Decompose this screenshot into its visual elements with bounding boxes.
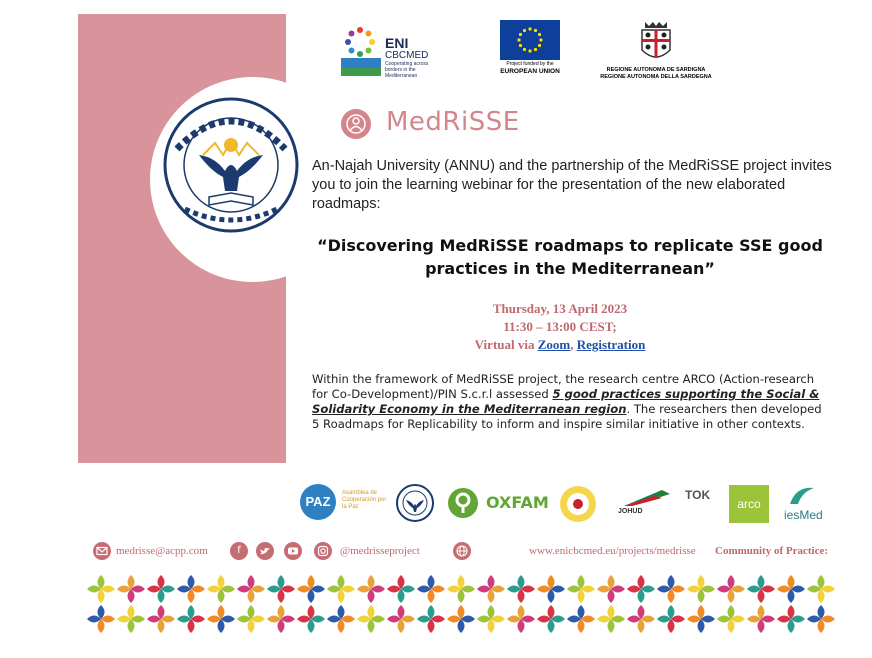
eu-flag-logo <box>500 20 560 60</box>
mosaic-petal <box>758 605 765 619</box>
mosaic-petal <box>417 616 431 623</box>
mosaic-petal <box>158 589 165 603</box>
mosaic-petal <box>701 616 715 623</box>
mosaic-petal <box>297 586 311 593</box>
mosaic-petal <box>488 589 495 603</box>
mosaic-petal <box>477 586 491 593</box>
mosaic-petal <box>758 575 765 589</box>
mosaic-petal <box>158 619 165 633</box>
mosaic-petal <box>788 589 795 603</box>
mosaic-petal <box>128 589 135 603</box>
body-part1: Within the framework of MedRiSSE project, the research centre ARCO (Action-research for Co-Development)/PIN S.c.r.l assessed <box>312 372 815 401</box>
eni-title: ENI <box>385 35 409 51</box>
mosaic-petal <box>537 616 551 623</box>
mosaic-petal <box>308 589 315 603</box>
mosaic-petal <box>278 605 285 619</box>
mosaic-petal <box>668 589 675 603</box>
mosaic-petal <box>311 616 325 623</box>
mosaic-petal <box>308 619 315 633</box>
mosaic-petal <box>398 605 405 619</box>
sunburst-partner-logo <box>558 484 598 524</box>
mosaic-petal <box>371 586 385 593</box>
mosaic-petal <box>657 616 671 623</box>
webinar-headline: “Discovering MedRiSSE roadmaps to replicate SSE good practices in the Mediterranean” <box>317 236 823 278</box>
partner-logos <box>300 484 840 528</box>
person-icon <box>341 109 371 139</box>
mosaic-petal <box>641 586 655 593</box>
medrisse-brand-name: MedRiSSE <box>386 107 520 137</box>
mosaic-petal <box>518 619 525 633</box>
mosaic-petal <box>791 586 805 593</box>
mosaic-petal <box>338 575 345 589</box>
decorative-mosaic-pattern <box>86 574 836 634</box>
mosaic-petal <box>611 586 625 593</box>
mosaic-petal <box>671 586 685 593</box>
mosaic-petal <box>98 589 105 603</box>
eni-subtitle: CBCMED <box>385 50 429 61</box>
mosaic-petal <box>548 589 555 603</box>
mosaic-petal <box>608 575 615 589</box>
mosaic-petal <box>177 616 191 623</box>
mosaic-petal <box>507 586 521 593</box>
mosaic-petal <box>237 616 251 623</box>
website-url[interactable]: www.enicbcmed.eu/projects/medrisse <box>529 545 696 557</box>
mosaic-petal <box>608 589 615 603</box>
mosaic-petal <box>248 619 255 633</box>
sardegna-caption-line1: REGIONE AUTONOMA DE SARDIGNA <box>606 67 706 73</box>
mosaic-petal <box>158 605 165 619</box>
mosaic-petal <box>128 575 135 589</box>
mosaic-petal <box>251 616 265 623</box>
mosaic-petal <box>788 619 795 633</box>
mosaic-petal <box>311 586 325 593</box>
arco-logo: arco <box>729 485 769 523</box>
mosaic-petal <box>761 616 775 623</box>
mosaic-petal <box>357 616 371 623</box>
mosaic-petal <box>338 605 345 619</box>
mosaic-petal <box>207 586 221 593</box>
iesmed-logo-text: iesMed <box>784 508 823 522</box>
mosaic-petal <box>777 586 791 593</box>
mosaic-petal <box>638 605 645 619</box>
oxfam-logo-mark <box>448 488 478 518</box>
mosaic-petal <box>447 616 461 623</box>
mosaic-petal <box>458 589 465 603</box>
mosaic-petal <box>638 575 645 589</box>
envelope-glyph <box>93 542 111 560</box>
mosaic-petal <box>278 589 285 603</box>
paz-logo: PAZ <box>300 484 336 520</box>
mosaic-petal <box>821 616 835 623</box>
mosaic-petal <box>308 605 315 619</box>
sardegna-caption-line2: REGIONE AUTONOMA DELLA SARDEGNA <box>600 74 712 80</box>
eu-caption-line1: Project funded by the <box>506 61 554 67</box>
mosaic-petal <box>518 575 525 589</box>
mosaic-petal <box>698 605 705 619</box>
mosaic-petal <box>747 586 761 593</box>
play-glyph <box>284 542 302 560</box>
globe-icon[interactable] <box>453 542 471 560</box>
mosaic-petal <box>218 605 225 619</box>
mosaic-petal <box>368 575 375 589</box>
mosaic-petal <box>98 605 105 619</box>
mosaic-petal <box>638 619 645 633</box>
mosaic-petal <box>488 619 495 633</box>
mosaic-petal <box>267 586 281 593</box>
mosaic-petal <box>611 616 625 623</box>
mosaic-petal <box>191 586 205 593</box>
mosaic-petal <box>731 586 745 593</box>
mosaic-petal <box>87 586 101 593</box>
mosaic-petal <box>117 586 131 593</box>
mosaic-petal <box>477 616 491 623</box>
mosaic-petal <box>777 616 791 623</box>
johud-logo-mark <box>622 488 672 508</box>
mosaic-petal <box>537 586 551 593</box>
mosaic-petal <box>551 616 565 623</box>
mosaic-petal <box>417 586 431 593</box>
event-virtual-prefix: Virtual via <box>474 337 535 352</box>
mosaic-petal <box>398 575 405 589</box>
mosaic-petal <box>327 616 341 623</box>
mosaic-petal <box>251 586 265 593</box>
mosaic-petal <box>657 586 671 593</box>
mosaic-petal <box>567 616 581 623</box>
mosaic-petal <box>701 586 715 593</box>
mosaic-petal <box>248 605 255 619</box>
mosaic-petal <box>581 586 595 593</box>
community-of-practice-label: Community of Practice: <box>715 545 829 557</box>
mosaic-petal <box>818 619 825 633</box>
mosaic-petal <box>567 586 581 593</box>
mosaic-petal <box>368 619 375 633</box>
mosaic-petal <box>428 575 435 589</box>
mosaic-petal <box>447 586 461 593</box>
an-najah-university-seal <box>163 97 299 233</box>
event-virtual-line <box>410 336 710 354</box>
mosaic-petal <box>578 605 585 619</box>
mosaic-petal <box>687 586 701 593</box>
mosaic-petal <box>461 586 475 593</box>
mosaic-petal <box>191 616 205 623</box>
johud-logo-text: JOHUD <box>618 508 643 515</box>
mosaic-petal <box>338 589 345 603</box>
mosaic-petal <box>131 586 145 593</box>
mosaic-petal <box>788 605 795 619</box>
mosaic-petal <box>578 589 585 603</box>
mosaic-petal <box>387 586 401 593</box>
bird-glyph <box>256 542 274 560</box>
mosaic-petal <box>387 616 401 623</box>
mosaic-petal <box>147 616 161 623</box>
registration-link[interactable]: Registration <box>576 337 646 352</box>
an-najah-small-logo <box>396 484 434 522</box>
link-separator: , <box>570 337 574 352</box>
iesmed-logo-mark <box>788 484 818 506</box>
mosaic-petal <box>188 619 195 633</box>
mosaic-petal <box>431 586 445 593</box>
mosaic-petal <box>807 616 821 623</box>
mosaic-petal <box>698 575 705 589</box>
mosaic-petal <box>161 616 175 623</box>
mosaic-petal <box>177 586 191 593</box>
mosaic-petal <box>267 616 281 623</box>
mosaic-petal <box>747 616 761 623</box>
mosaic-petal <box>218 589 225 603</box>
mosaic-petal <box>207 616 221 623</box>
mosaic-petal <box>668 605 675 619</box>
mosaic-petal <box>128 605 135 619</box>
mosaic-petal <box>581 616 595 623</box>
mosaic-petal <box>488 605 495 619</box>
mosaic-petal <box>248 575 255 589</box>
mosaic-petal <box>278 619 285 633</box>
mosaic-petal <box>278 575 285 589</box>
mosaic-petal <box>627 616 641 623</box>
mosaic-petal <box>818 575 825 589</box>
mosaic-petal <box>281 616 295 623</box>
mosaic-petal <box>791 616 805 623</box>
mosaic-petal <box>521 616 535 623</box>
mosaic-petal <box>788 575 795 589</box>
mosaic-petal <box>597 586 611 593</box>
camera-glyph <box>314 542 332 560</box>
mosaic-petal <box>161 586 175 593</box>
mosaic-petal <box>758 589 765 603</box>
mosaic-petal <box>491 586 505 593</box>
mosaic-petal <box>221 616 235 623</box>
mosaic-petal <box>128 619 135 633</box>
mosaic-petal <box>507 616 521 623</box>
mosaic-petal <box>147 586 161 593</box>
mosaic-petal <box>818 589 825 603</box>
mosaic-petal <box>401 616 415 623</box>
mosaic-petal <box>188 589 195 603</box>
mosaic-petal <box>668 619 675 633</box>
body-part2: . The researchers then developed 5 Roadmaps for Replicability to inform and inspire similar initiative in other contexts. <box>312 402 822 431</box>
email-address[interactable]: medrisse@acpp.com <box>116 545 208 557</box>
mosaic-petal <box>597 616 611 623</box>
mosaic-petal <box>431 616 445 623</box>
mosaic-petal <box>491 616 505 623</box>
social-handle[interactable]: @medrisseproject <box>340 545 420 557</box>
mosaic-petal <box>671 616 685 623</box>
twitter-icon[interactable] <box>256 542 274 560</box>
medrisse-logo-mark <box>341 109 371 139</box>
mosaic-petal <box>717 586 731 593</box>
mosaic-petal <box>248 589 255 603</box>
mosaic-petal <box>428 619 435 633</box>
body-emphasis: 5 good practices supporting the Social & Solidarity Economy in the Mediterranean region <box>312 387 820 416</box>
mosaic-petal <box>717 616 731 623</box>
facebook-icon[interactable]: f <box>230 542 248 560</box>
mosaic-petal <box>281 586 295 593</box>
mosaic-petal <box>117 616 131 623</box>
eu-caption-line2: EUROPEAN UNION <box>500 68 560 75</box>
mosaic-petal <box>218 619 225 633</box>
mosaic-petal <box>821 586 835 593</box>
zoom-link[interactable]: Zoom <box>537 337 571 352</box>
eu-caption <box>490 61 570 76</box>
mosaic-petal <box>341 616 355 623</box>
youtube-icon[interactable] <box>284 542 302 560</box>
event-date: Thursday, 13 April 2023 <box>492 301 628 316</box>
event-time: 11:30 – 13:00 CEST; <box>503 319 617 334</box>
mosaic-petal <box>638 589 645 603</box>
mosaic-petal <box>488 575 495 589</box>
mosaic-petal <box>101 586 115 593</box>
mosaic-petal <box>608 605 615 619</box>
mosaic-petal <box>728 619 735 633</box>
mosaic-petal <box>221 586 235 593</box>
mosaic-petal <box>428 605 435 619</box>
mosaic-petal <box>461 616 475 623</box>
mosaic-petal <box>188 605 195 619</box>
mosaic-petal <box>731 616 745 623</box>
mosaic-petal <box>728 589 735 603</box>
mosaic-petal <box>401 586 415 593</box>
mosaic-petal <box>458 619 465 633</box>
oxfam-icon <box>448 488 478 518</box>
mosaic-petal <box>98 575 105 589</box>
mosaic-petal <box>548 619 555 633</box>
globe-glyph <box>453 542 471 560</box>
mosaic-petal <box>398 619 405 633</box>
mosaic-petal <box>341 586 355 593</box>
mosaic-petal <box>368 589 375 603</box>
mosaic-petal <box>87 616 101 623</box>
mosaic-petal <box>641 616 655 623</box>
mosaic-petal <box>551 586 565 593</box>
mosaic-petal <box>458 605 465 619</box>
mosaic-petal <box>578 619 585 633</box>
mosaic-petal <box>627 586 641 593</box>
mosaic-petal <box>728 605 735 619</box>
intro-paragraph: An-Najah University (ANNU) and the partnership of the MedRiSSE project invites you to join the learning webinar for the presentation of the new elaborated roadmaps: <box>312 158 832 212</box>
mosaic-petal <box>237 586 251 593</box>
mosaic-petal <box>357 586 371 593</box>
mosaic-petal <box>131 616 145 623</box>
mosaic-petal <box>101 616 115 623</box>
eni-tagline: Cooperating across borders in the Mediterranean <box>385 61 429 79</box>
mosaic-petal <box>698 589 705 603</box>
mosaic-petal <box>548 575 555 589</box>
mosaic-petal <box>98 619 105 633</box>
tok-logo: TOK <box>685 488 711 502</box>
mosaic-petal <box>608 619 615 633</box>
mosaic-petal <box>458 575 465 589</box>
mosaic-petal <box>761 586 775 593</box>
oxfam-logo-text: OXFAM <box>486 493 549 512</box>
mosaic-petal <box>687 616 701 623</box>
sardegna-caption <box>600 67 712 81</box>
email-icon[interactable] <box>93 542 111 560</box>
mosaic-petal <box>297 616 311 623</box>
eni-cbcmed-text <box>385 36 445 79</box>
mosaic-petal <box>327 586 341 593</box>
mosaic-petal <box>818 605 825 619</box>
mosaic-petal <box>308 575 315 589</box>
mosaic-petal <box>578 575 585 589</box>
mosaic-petal <box>338 619 345 633</box>
body-paragraph <box>312 372 827 432</box>
footer-contact-row <box>90 540 850 564</box>
mosaic-petal <box>158 575 165 589</box>
mosaic-petal <box>698 619 705 633</box>
mosaic-petal <box>668 575 675 589</box>
mosaic-petal <box>728 575 735 589</box>
mosaic-petal <box>518 589 525 603</box>
mosaic-petal <box>758 619 765 633</box>
mosaic-petal <box>548 605 555 619</box>
paz-logo-text: Asamblea de Cooperación por la Paz <box>342 490 387 510</box>
mosaic-petal <box>371 616 385 623</box>
mosaic-petal <box>218 575 225 589</box>
mosaic-petal <box>807 586 821 593</box>
mosaic-petal <box>368 605 375 619</box>
mosaic-petal <box>428 589 435 603</box>
mosaic-petal <box>398 589 405 603</box>
instagram-icon[interactable] <box>314 542 332 560</box>
mosaic-petal <box>521 586 535 593</box>
mosaic-petal <box>518 605 525 619</box>
sardegna-crest-logo <box>639 20 673 64</box>
mosaic-petal <box>188 575 195 589</box>
event-details <box>410 300 710 354</box>
